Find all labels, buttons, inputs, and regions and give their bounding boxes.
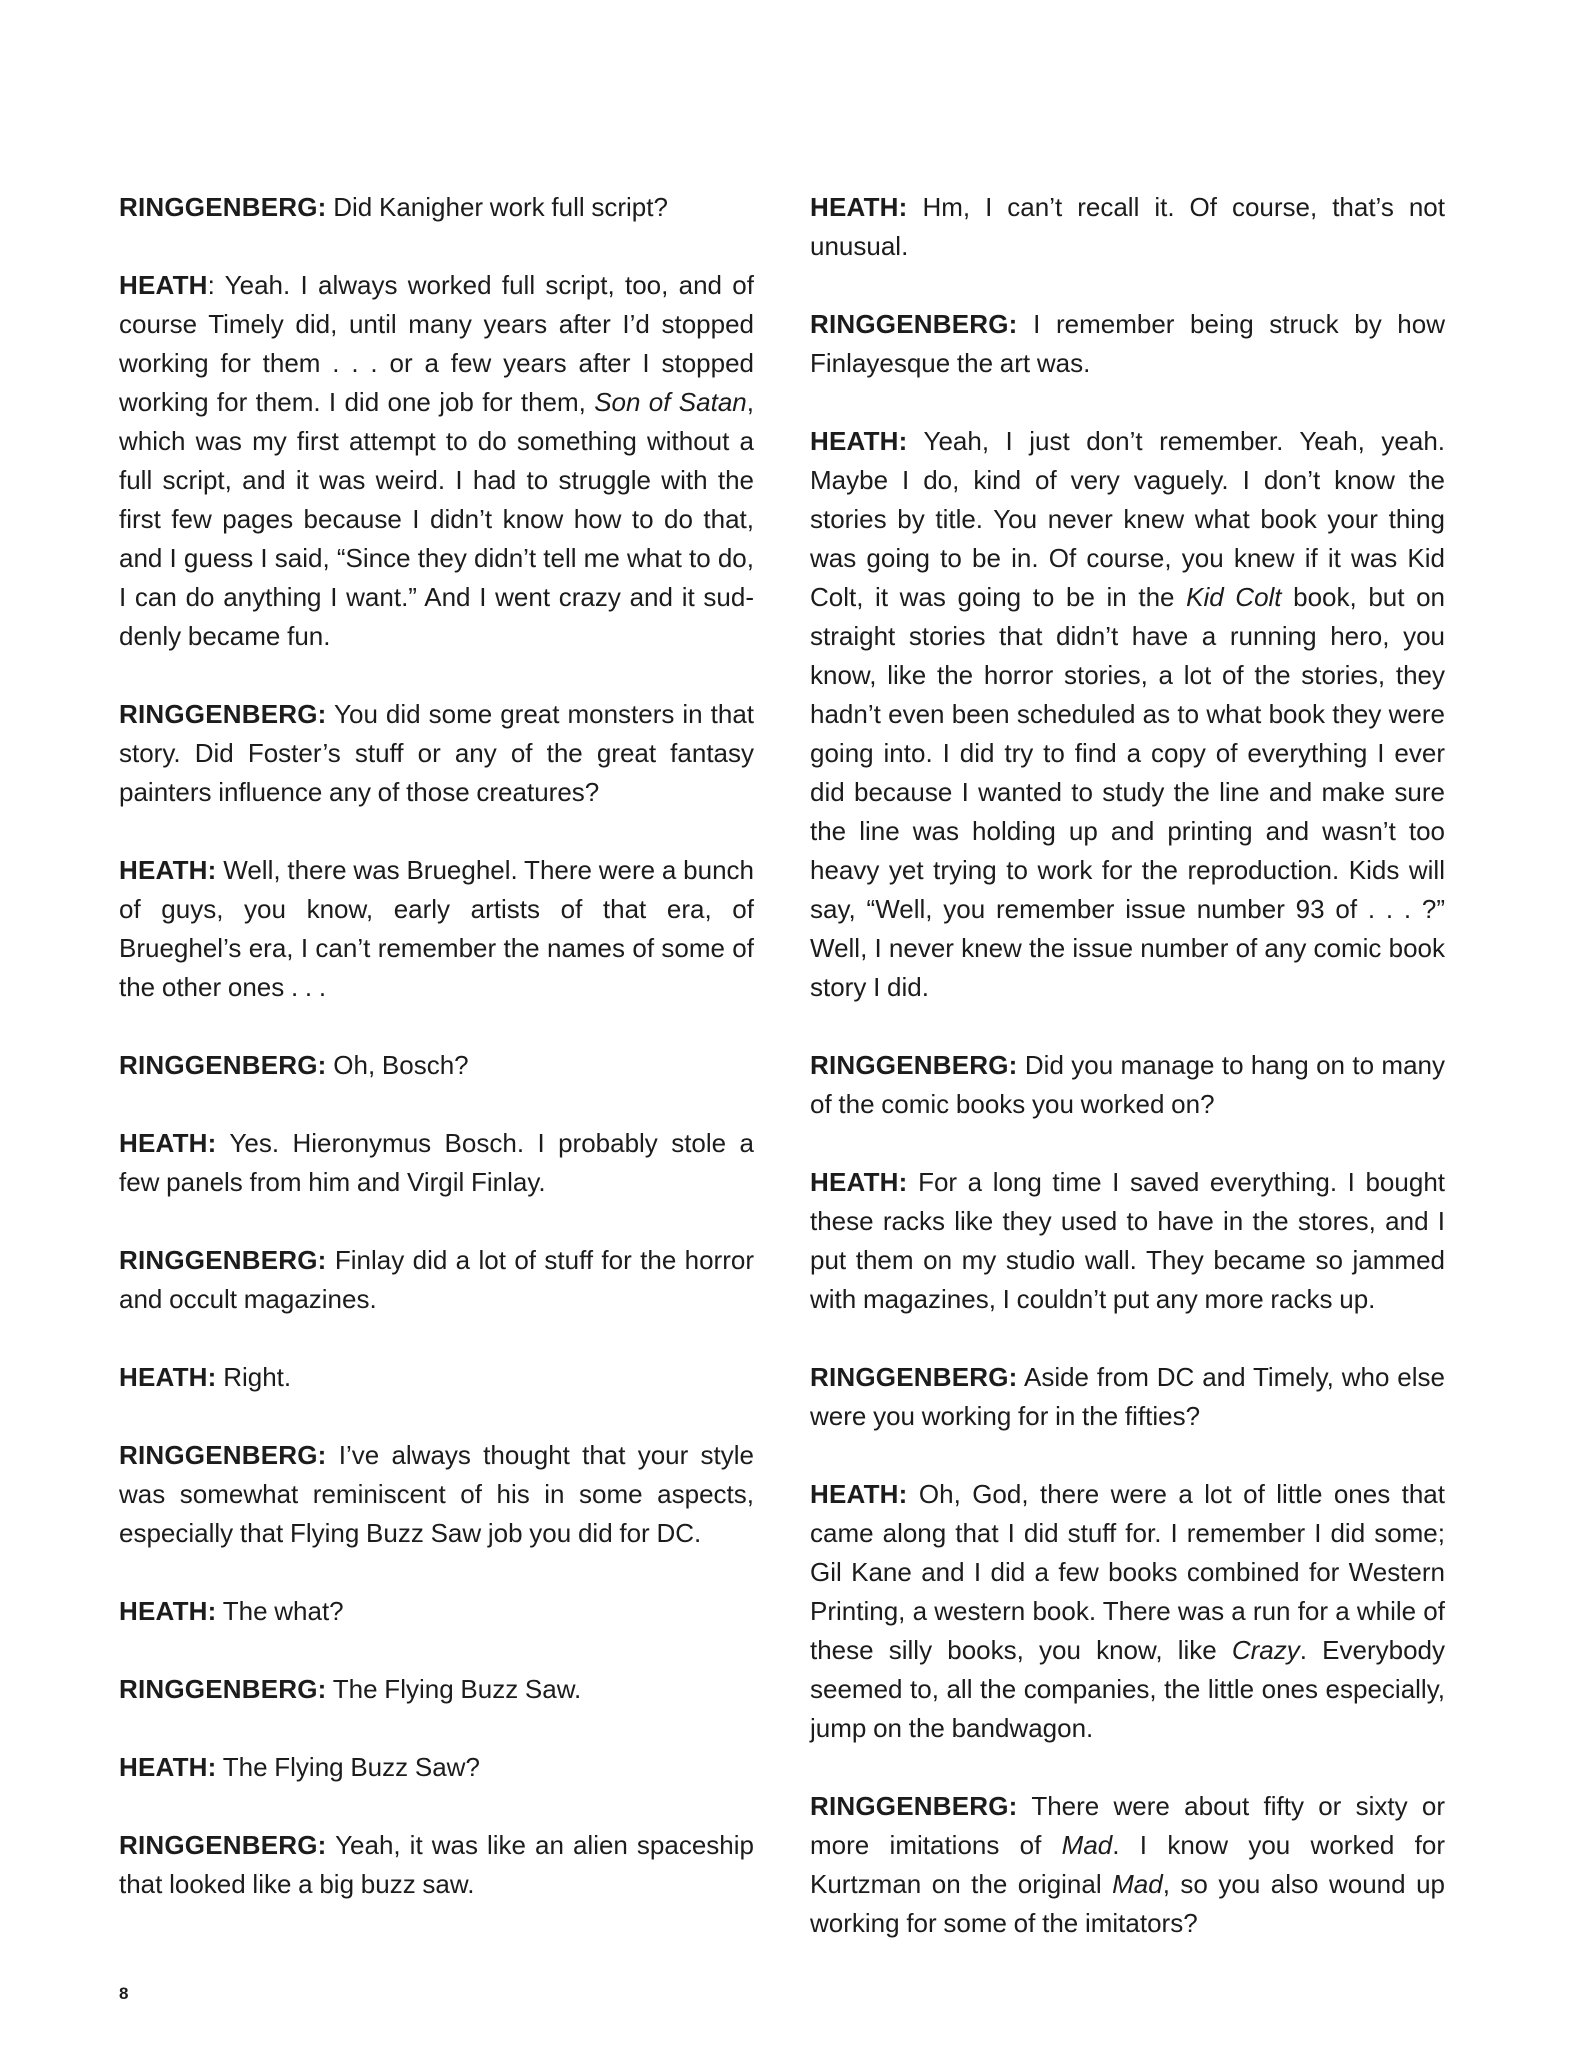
speaker-label: HEATH: <box>810 1479 908 1509</box>
interview-paragraph <box>810 305 1445 383</box>
dialogue-text: Hm, I can’t recall it. Of course, that’s not unusual. <box>810 192 1445 261</box>
speaker-label: RINGGENBERG: <box>810 309 1018 339</box>
interview-paragraph <box>119 1241 754 1319</box>
interview-paragraph <box>119 1826 754 1904</box>
italic-title: Mad <box>1112 1869 1163 1899</box>
dialogue-text: Right. <box>216 1362 292 1392</box>
interview-paragraph <box>810 422 1445 1007</box>
speaker-label: HEATH: <box>119 1128 217 1158</box>
dialogue-text: Did Kanigher work full script? <box>326 192 668 222</box>
dialogue-text: The Flying Buzz Saw? <box>216 1752 480 1782</box>
dialogue-text: I’ve always thought that your style was somewhat reminiscent of his in some aspects, especially that Flying Buzz Saw job you did for DC. <box>119 1440 754 1548</box>
dialogue-text: Did you manage to hang on to many of the comic books you worked on? <box>810 1050 1445 1119</box>
dialogue-text: Yeah, it was like an alien spaceship that looked like a big buzz saw. <box>119 1830 754 1899</box>
dialogue-text: I remember being struck by how Finlayesque the art was. <box>810 309 1445 378</box>
interview-paragraph <box>810 1787 1445 1943</box>
dialogue-text: For a long time I saved everything. I bought these racks like they used to have in the stores, and I put them on my studio wall. They became so jammed with magazines, I couldn’t put any more racks up. <box>810 1167 1445 1314</box>
interview-paragraph <box>810 1475 1445 1748</box>
speaker-label: HEATH: <box>810 1167 908 1197</box>
speaker-label: HEATH: <box>810 192 908 222</box>
speaker-label: RINGGENBERG: <box>119 192 327 222</box>
dialogue-text: : Yeah. I always worked full script, too, and of course Timely did, until many years after I’d stopped working for them . . . or a few years after I stopped working for them. I did one job for them, <box>119 270 754 417</box>
speaker-label: HEATH: <box>119 855 217 885</box>
dialogue-text: Well, there was Brueghel. There were a bunch of guys, you know, early artists of that era, of Brueghel’s era, I can’t remember the names of some of the other ones . . . <box>119 855 754 1002</box>
dialogue-text: . I know you worked for Kurtzman on the original <box>810 1830 1446 1899</box>
interview-paragraph <box>119 1748 754 1787</box>
speaker-label: HEATH: <box>119 1596 217 1626</box>
italic-title: Mad <box>1061 1830 1113 1860</box>
speaker-label: HEATH: <box>119 1362 217 1392</box>
speaker-label: RINGGENBERG: <box>119 699 327 729</box>
dialogue-text: , so you also wound up working for some of the imitators? <box>810 1869 1445 1938</box>
italic-title: Kid Colt <box>1186 582 1282 612</box>
interview-paragraph <box>119 188 754 227</box>
dialogue-text: Finlay did a lot of stuff for the horror and occult magazines. <box>119 1245 754 1314</box>
speaker-label: RINGGENBERG: <box>810 1362 1018 1392</box>
dialogue-text: Oh, God, there were a lot of little ones that came along that I did stuff for. I remember I did some; Gil Kane and I did a few books combined for Western Printing, a western book. There was a run for a while of these silly books, you know, like <box>810 1479 1445 1665</box>
speaker-label: RINGGENBERG: <box>119 1440 327 1470</box>
dialogue-text: Aside from DC and Timely, who else were you working for in the fifties? <box>810 1362 1445 1431</box>
interview-paragraph <box>810 1358 1445 1436</box>
speaker-label: HEATH <box>119 270 208 300</box>
dialogue-text: There were about fifty or sixty or more imitations of <box>810 1791 1445 1860</box>
interview-paragraph <box>810 1163 1445 1319</box>
interview-paragraph <box>119 1358 754 1397</box>
interview-paragraph <box>810 188 1445 266</box>
interview-paragraph <box>119 851 754 1007</box>
right-column <box>810 188 1445 1982</box>
interview-paragraph <box>810 1046 1445 1124</box>
interview-paragraph <box>119 266 754 656</box>
speaker-label: HEATH: <box>810 426 908 456</box>
interview-paragraph <box>119 1046 754 1085</box>
speaker-label: RINGGENBERG: <box>810 1791 1018 1821</box>
speaker-label: HEATH: <box>119 1752 217 1782</box>
interview-paragraph <box>119 1592 754 1631</box>
dialogue-text: Yeah, I just don’t remember. Yeah, yeah. Maybe I do, kind of very vaguely. I don’t know the stories by title. You never knew what book your thing was going to be in. Of course, you knew if it was Kid Colt, it was going to be in the <box>810 426 1445 612</box>
dialogue-text: Oh, Bosch? <box>326 1050 469 1080</box>
dialogue-text: . Everybody seemed to, all the companies, the little ones especially, jump on the bandwagon. <box>810 1635 1445 1743</box>
page-number: 8 <box>119 1984 129 2003</box>
dialogue-text: You did some great monsters in that story. Did Foster’s stuff or any of the great fantasy painters influence any of those creatures? <box>119 699 754 807</box>
dialogue-text: book, but on straight stories that didn’t have a running hero, you know, like the horror stories, a lot of the stories, they hadn’t even been scheduled as to what book they were going into. I did try to find a copy of everything I ever did because I wanted to study the line and make sure the line was holding up and printing and wasn’t too heavy yet trying to work for the reproduction. Kids will say, “Well, you remember issue number 93 of . . . ?” Well, I never knew the issue number of any comic book story I did. <box>810 582 1445 1002</box>
dialogue-text: The what? <box>216 1596 344 1626</box>
italic-title: Son of Satan <box>594 387 747 417</box>
dialogue-text: The Flying Buzz Saw. <box>326 1674 582 1704</box>
dialogue-text: , which was my first attempt to do something without a full script, and it was weird. I had to struggle with the first few pages because I didn’t know how to do that, and I guess I said, “Since they didn’t tell me what to do, I can do anything I want.” And I went crazy and it suddenly became fun. <box>119 387 754 651</box>
interview-paragraph <box>119 1436 754 1553</box>
interview-paragraph <box>119 1670 754 1709</box>
italic-title: Crazy <box>1231 1635 1300 1665</box>
interview-paragraph <box>119 1124 754 1202</box>
dialogue-text: Yes. Hieronymus Bosch. I probably stole a few panels from him and Virgil Finlay. <box>119 1128 754 1197</box>
left-column <box>119 188 754 1943</box>
speaker-label: RINGGENBERG: <box>119 1245 327 1275</box>
interview-paragraph <box>119 695 754 812</box>
speaker-label: RINGGENBERG: <box>119 1674 327 1704</box>
speaker-label: RINGGENBERG: <box>119 1050 327 1080</box>
speaker-label: RINGGENBERG: <box>810 1050 1018 1080</box>
speaker-label: RINGGENBERG: <box>119 1830 327 1860</box>
